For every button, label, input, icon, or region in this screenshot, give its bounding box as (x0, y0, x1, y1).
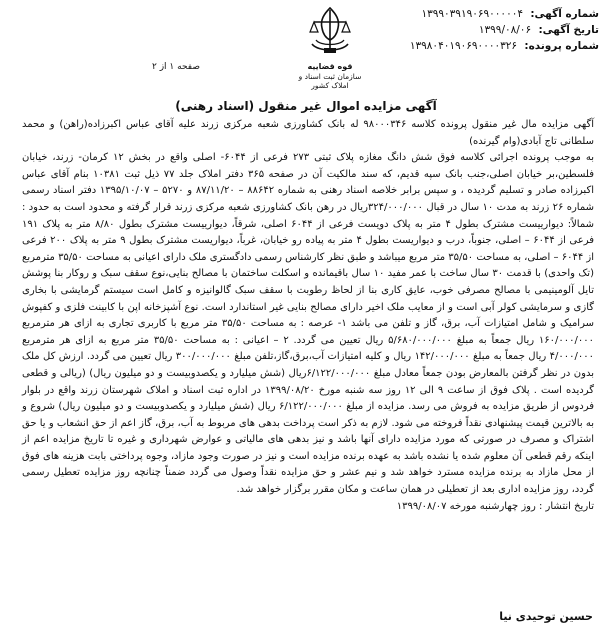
logo-org-line1: قوه قضاییه (307, 62, 353, 71)
notice-date-label: تاریخ آگهی: (538, 24, 599, 36)
judiciary-scales-emblem-icon (308, 4, 352, 60)
case-number-label: شماره پرونده: (524, 40, 599, 52)
publish-date-paragraph: تاریخ انتشار : روز چهارشنبه مورخه ۱۳۹۹/۰۸/۰۷ (396, 500, 594, 512)
logo-org-line2: سازمان ثبت اسناد و املاک کشور (298, 72, 362, 90)
notice-number-row (339, 6, 599, 22)
notice-body (22, 117, 594, 515)
page-number: صفحه ۱ از ۲ (152, 62, 200, 72)
notice-title: آگهی مزایده اموال غیر منقول (اسناد رهنی) (175, 99, 437, 113)
main-paragraph: به موجب پرونده اجرائی کلاسه فوق شش دانگ مغازه پلاک ثبتی ۲۷۳ فرعی از ۶۰۴۴- اصلی واقع در بخش ۱۲ کرمان- زرند، خیابان فلسطین،بر خیابان اصلی،جنب بانک سپه قدیم، که سند مالکیت آن در صفحه ۳۶۵ دفتر املاک جلد ۷۷ ذیل ثبت ۱۰۳۸۱ بنام آقای عباس اکبرزاده صادر و تسلیم گردیده ، و سپس برابر خلاصه اسناد رهنی به شماره ۸۸۶۴۲ – ۸۷/۱۱/۲۰ و ۵۲۷۰ – ۱۳۹۵/۱۰/۰۷ دفتر اسناد رسمی شماره ۲۶ زرند به مدت ۱۰ سال در قبال ۳۲۴/۰۰۰/۰۰۰ریال در رهن بانک کشاورزی شعبه مرکزی زرند قرار گرفته و محدود است به حدود : شمالاً: دیوارییست مشترک بطول ۴ متر به پلاک دویست فرعی از ۶۰۴۴ اصلی، شرقاً، دیوارییست مشترک بطول ۸/۸۰ متر به پلاک ۱۹۱ فرعی از ۶۰۴۴ – اصلی، جنوباً، درب و دیواریست بطول ۴ متر به پیاده رو خیابان، غرباً، دیواریست مشترک بطول ۹ متر به پلاک ۲۰۰ فرعی از ۶۰۴۴ – اصلی، به مساحت ۳۵/۵۰ متر مربع میباشد و طبق نظر کارشناس رسمی دادگستری ملک دارای اعیانی به مساحت ۳۵/۵۰ مترمربع (تک واحدی) با قدمت ۳۰ سال ساخت با عمر مفید ۱۰ سال باقیمانده و اسکلت ساختمان با مصالح بنایی،نوع سقف سبک و روکار بنا پوشش تایل آلومینیمی با مصالح مصرفی خوب، عایق کاری بنا از لحاظ رطوبت با سقف سبک گالوانیزه و کامل است سیستم گرمایشی با بخاری گازی و سرمایشی کولر آبی است و از معایب ملک اخیر دارای مصالح بنایی غیر استاندارد است. نوع آشپزخانه اپن با کابینت فلزی و کفپوش سرامیک و شامل امتیازات آب، برق، گاز و تلفن می باشد ۱- عرصه : به مساحت ۳۵/۵۰ متر مربع با کاربری تجاری به ازای هر مترمربع ۱۶۰/۰۰۰/۰۰۰ ریال جمعاً به مبلغ ۵/۶۸۰/۰۰۰/۰۰۰ ریال تعیین می گردد. ۲ – اعیانی : به مساحت ۳۵/۵۰ متر مربع به ازای هر مترمربع ۴/۰۰۰/۰۰۰ ریال جمعاً به مبلغ ۱۴۲/۰۰۰/۰۰۰ ریال و کلیه امتیازات آب،برق،گاز،تلفن مبلغ ۳۰۰/۰۰۰/۰۰۰ ریال تعیین می گردد. ارزش کل ملک بدون در نظر گرفتن بالمعارض بودن جمعاً معادل مبلغ ۶/۱۲۲/۰۰۰/۰۰۰ریال (شش میلیارد و یکصدوبیست و دو میلیون ریال) (ریالی و قطعی گردیده است . پلاک فوق از ساعت ۹ الی ۱۲ روز سه شنبه مورخ ۱۳۹۹/۰۸/۲۰ در اداره ثبت اسناد و املاک شهرستان زرند واقع در بلوار فردوس از طریق مزایده به فروش می رسد. مزایده از مبلغ ۶/۱۲۲/۰۰۰/۰۰۰ ریال (شش میلیارد و یکصدوبیست و دو میلیون ریال) شروع و به بالاترین قیمت پیشنهادی نقداً فروخته می شود. لازم به ذکر است پرداخت بدهی های مربوط به آب، برق، گاز اعم از حق انشعاب و یا حق اشتراک و مصرف در صورتی که مورد مزایده دارای آنها باشد و نیز بدهی های مالیاتی و عوارض شهرداری و غیره تا تاریخ مزایده اعم از اینکه رقم قطعی آن معلوم شده یا نشده باشد به عهده برنده مزایده است و نیز در صورت وجود مازاد، وجوه پرداختی بابت هزینه های فوق از محل مازاد به برنده مزایده مسترد خواهد شد و نیم عشر و حق مزایده نقداً وصول می گردد ضمناً چنانچه روز مزایده تعطیل رسمی گردد، روز مزایده اداری بعد از تعطیلی در همان ساعت و مکان مقرر برگزار خواهد شد. (22, 152, 595, 496)
notice-number-label: شماره آگهی: (530, 8, 599, 20)
notice-number: ۱۳۹۹۰۳۹۱۹۰۶۹۰۰۰۰۰۴ (421, 8, 523, 20)
notice-date-row (339, 22, 599, 38)
notice-date: ۱۳۹۹/۰۸/۰۶ (478, 24, 532, 36)
case-number: ۱۳۹۸۰۴۰۱۹۰۶۹۰۰۰۰۳۲۶ (409, 40, 518, 52)
notice-meta (339, 6, 599, 54)
intro-paragraph: آگهی مزایده مال غیر منقول پرونده کلاسه ۹۸۰۰۰۳۴۶ له بانک کشاورزی شعبه مرکزی زرند علیه آقای عباس اکبرزاده(راهن) و محمد سلطانی تاج آبادی(وام گیرنده) (22, 119, 594, 147)
signature: حسین توحیدی نیا (499, 610, 593, 623)
case-number-row (339, 38, 599, 54)
judiciary-logo (290, 4, 370, 96)
